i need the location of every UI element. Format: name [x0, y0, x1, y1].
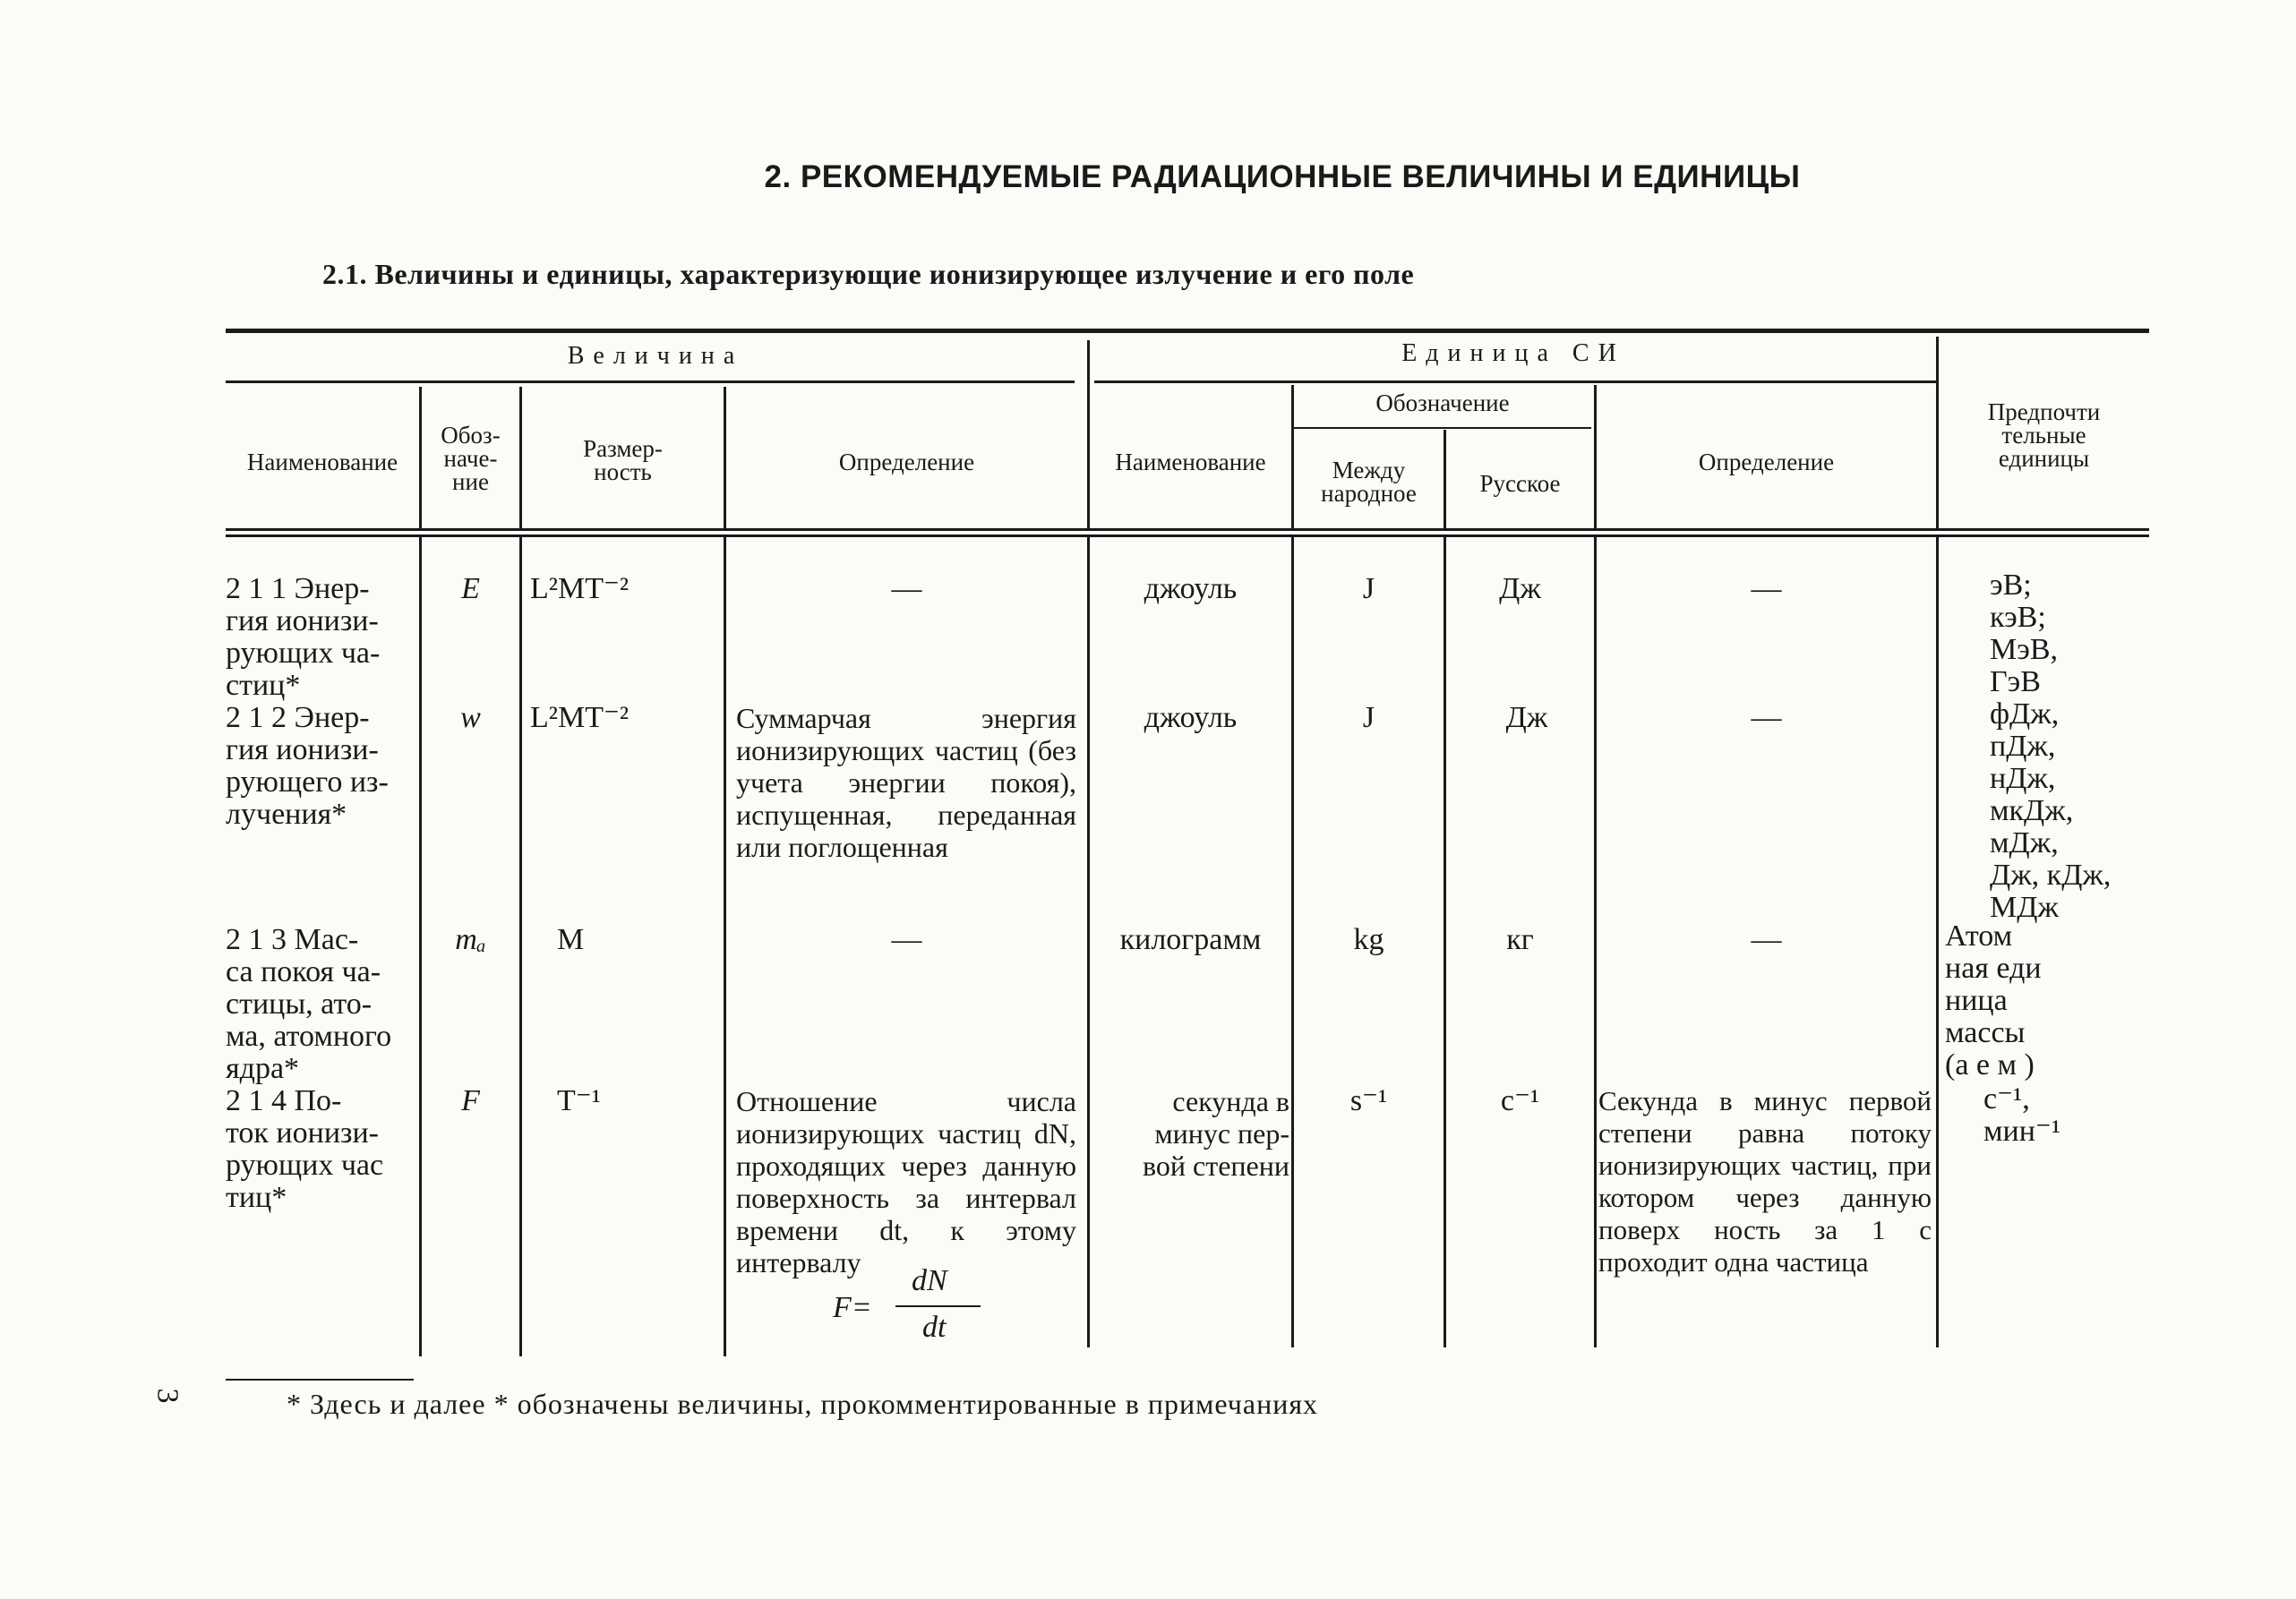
row1-russian: Дж — [1499, 572, 1541, 605]
header-si-unit-group: Единица СИ — [1401, 339, 1625, 367]
row2-name: 2 1 2 Энер- гия ионизи- рующего из- лучения* — [226, 701, 389, 831]
footnote-rule — [226, 1379, 414, 1381]
row4-international: s⁻¹ — [1349, 1084, 1388, 1117]
row1-international: J — [1362, 572, 1375, 605]
header-definition: Определение — [838, 449, 975, 475]
col-divider-8b — [1936, 537, 1939, 1347]
row1-unit-definition: — — [1751, 572, 1782, 605]
formula-numerator: dN — [912, 1264, 947, 1297]
header-bottom-rule-2 — [226, 534, 2149, 537]
table-top-rule — [226, 329, 2149, 333]
formula-lhs: F= — [833, 1291, 872, 1324]
header-bottom-rule — [226, 528, 2149, 531]
row1-symbol: E — [461, 572, 480, 605]
row4-dimension: T⁻¹ — [557, 1084, 601, 1117]
row4-definition: Отношение числа ионизирующих частиц dN, проходящих через данную поверхность за интервал времени dt, к этому интервалу — [736, 1085, 1076, 1278]
col-divider-4 — [1087, 340, 1090, 530]
row1-unit-name: джоуль — [1144, 572, 1238, 605]
row3-russian: кг — [1506, 923, 1534, 956]
row1-definition: — — [891, 572, 922, 605]
row2-international: J — [1362, 701, 1375, 734]
row4-unit-definition: Секунда в минус первой степени равна потоку ионизирующих частиц, при котором через данную поверх ность за 1 с проходит одна частица — [1598, 1085, 1932, 1278]
row4-preferred: с⁻¹, мин⁻¹ — [1983, 1082, 2061, 1148]
header-designation-group: Обозначение — [1375, 389, 1510, 416]
row2-unit-definition: — — [1751, 701, 1782, 734]
row1-name: 2 1 1 Энер- гия ионизи- рующих ча- стиц* — [226, 572, 381, 702]
row2-russian: Дж — [1505, 701, 1548, 734]
header-dimension: Размер- ность — [583, 435, 663, 485]
header-russian: Русское — [1479, 470, 1561, 497]
section-subheading: 2.1. Величины и единицы, характеризующие ионизирующее излучение и его поле — [322, 258, 1415, 290]
page-heading: 2. РЕКОМЕНДУЕМЫЕ РАДИАЦИОННЫЕ ВЕЛИЧИНЫ И ЕДИНИЦЫ — [764, 159, 1801, 194]
row4-formula — [833, 1264, 1012, 1361]
page-number: 3 — [150, 1388, 184, 1404]
row4-unit-name: секунда в минус пер- вой степени — [1143, 1085, 1289, 1182]
row3-definition: — — [891, 923, 922, 956]
row1-preferred: эВ; кэВ; МэВ, ГэВ — [1990, 569, 2059, 698]
col-divider-2b — [519, 537, 522, 1356]
si-group-rule — [1094, 381, 1936, 383]
row3-preferred: Атом ная еди ница массы (а е м ) — [1945, 919, 2042, 1082]
designation-rule — [1294, 427, 1591, 429]
header-preferred: Предпочти тельные единицы — [1987, 398, 2101, 472]
formula-fraction-bar — [895, 1305, 981, 1307]
row4-name: 2 1 4 По- ток ионизи- рующих час тиц* — [226, 1084, 384, 1214]
header-symbol: Обоз- наче- ние — [441, 422, 501, 495]
row4-symbol: F — [461, 1084, 480, 1117]
row4-russian: с⁻¹ — [1500, 1084, 1540, 1117]
row2-definition: Суммарчая энергия ионизирующих частиц (без учета энергии покоя), испущенная, переданная или поглощенная — [736, 702, 1076, 863]
footnote: * Здесь и далее * обозначены величины, прокомментированные в примечаниях — [287, 1388, 1319, 1420]
header-unit-definition: Определение — [1698, 449, 1835, 475]
row3-symbol: mₐ — [455, 923, 486, 956]
row3-unit-definition: — — [1751, 923, 1782, 956]
formula-denominator: dt — [922, 1311, 947, 1344]
row3-unit-name: килограмм — [1119, 923, 1262, 956]
header-unit-name: Наименование — [1115, 449, 1266, 475]
row2-unit-name: джоуль — [1144, 701, 1238, 734]
row2-symbol: w — [460, 701, 481, 734]
quantity-group-rule — [226, 381, 1075, 383]
header-quantity-group: Величина — [567, 342, 744, 370]
row3-dimension: M — [557, 923, 585, 956]
header-international: Между народное — [1321, 457, 1417, 507]
header-name: Наименование — [246, 449, 398, 475]
row3-name: 2 1 3 Мас- са покоя ча- стицы, ато- ма, атомного ядра* — [226, 923, 392, 1085]
row3-international: kg — [1353, 923, 1384, 956]
row2-dimension: L²MT⁻² — [530, 701, 630, 734]
row2-preferred: фДж, пДж, нДж, мкДж, мДж, Дж, кДж, МДж — [1990, 697, 2112, 924]
row1-dimension: L²MT⁻² — [530, 572, 630, 605]
